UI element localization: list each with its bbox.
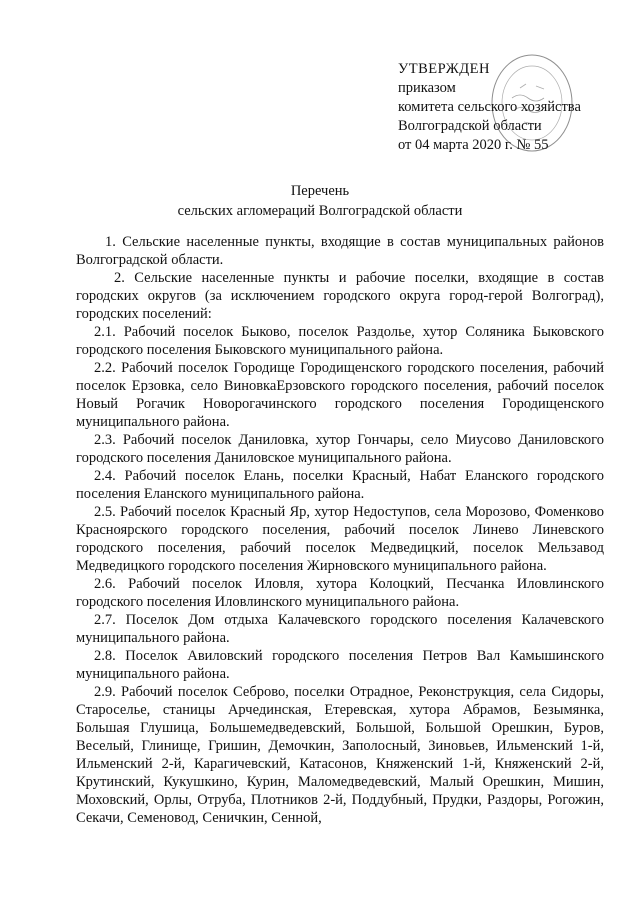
item-2-6: 2.6. Рабочий поселок Иловля, хутора Колоцкий, Песчанка Иловлинского городского поселения Иловлинского муниципального района. bbox=[76, 576, 604, 610]
item-2-5: 2.5. Рабочий поселок Красный Яр, хутор Недоступов, села Морозово, Фоменково Красноярского городского поселения, рабочий поселок Линево Линевского городского поселения, рабочий поселок Медведицкий, поселок Мельзавод Медведицкого городского поселения Жирновского муниципального района. bbox=[76, 504, 604, 574]
approval-region: Волгоградской области bbox=[398, 118, 542, 134]
item-2-8: 2.8. Поселок Авиловский городского поселения Петров Вал Камышинского муниципального района. bbox=[76, 648, 604, 682]
item-2-9: 2.9. Рабочий поселок Себрово, поселки Отрадное, Реконструкция, села Сидоры, Староселье, станицы Арчединская, Етеревская, хутора Абрамов, Безымянка, Большая Глушица, Большемедведевский, Большой, Большой Орешкин, Буров, Веселый, Глинище, Гришин, Демочкин, Заполосный, Зиновьев, Ильменский 1-й, Ильменский 2-й, Карагичевский, Катасонов, Княженский 1-й, Княженский 2-й, Крутинский, Кукушкино, Курин, Маломедведевский, Малый Орешкин, Мишин, Моховский, Орлы, Отруба, Плотников 2-й, Поддубный, Прудки, Раздоры, Рогожин, Секачи, Семеновод, Сеничкин, Сенной, bbox=[76, 684, 604, 826]
approval-heading: УТВЕРЖДЕН bbox=[398, 61, 490, 77]
approval-block bbox=[398, 60, 581, 155]
item-1: 1. Сельские населенные пункты, входящие в состав муниципальных районов Волгоградской области. bbox=[76, 234, 604, 268]
item-2: 2. Сельские населенные пункты и рабочие поселки, входящие в состав городских округов (за исключением городского округа город-герой Волгоград), городских поселений: bbox=[76, 270, 604, 322]
item-2-3: 2.3. Рабочий поселок Даниловка, хутор Гончары, село Миусово Даниловского городского поселения Даниловское муниципального района. bbox=[76, 432, 604, 466]
document-body bbox=[76, 233, 604, 827]
approval-order-label: приказом bbox=[398, 80, 456, 96]
item-2-1: 2.1. Рабочий поселок Быково, поселок Раздолье, хутор Соляника Быковского городского поселения Быковского муниципального района. bbox=[76, 324, 604, 358]
approval-committee: комитета сельского хозяйства bbox=[398, 99, 581, 115]
item-2-2: 2.2. Рабочий поселок Городище Городищенского городского поселения, рабочий поселок Ерзовка, село ВиновкаЕрзовского городского поселения, рабочий поселок Новый Рогачик Новорогачинского городского поселения Городищенского муниципального района. bbox=[76, 360, 604, 430]
title-line-2: сельских агломераций Волгоградской области bbox=[177, 203, 463, 219]
item-2-4: 2.4. Рабочий поселок Елань, поселки Красный, Набат Еланского городского поселения Еланского муниципального района. bbox=[76, 468, 604, 502]
item-2-7: 2.7. Поселок Дом отдыха Калачевского городского поселения Калачевского муниципального района. bbox=[76, 612, 604, 646]
title-line-1: Перечень bbox=[290, 183, 350, 199]
document-title bbox=[0, 181, 640, 221]
approval-date-number: от 04 марта 2020 г. № 55 bbox=[398, 137, 549, 153]
